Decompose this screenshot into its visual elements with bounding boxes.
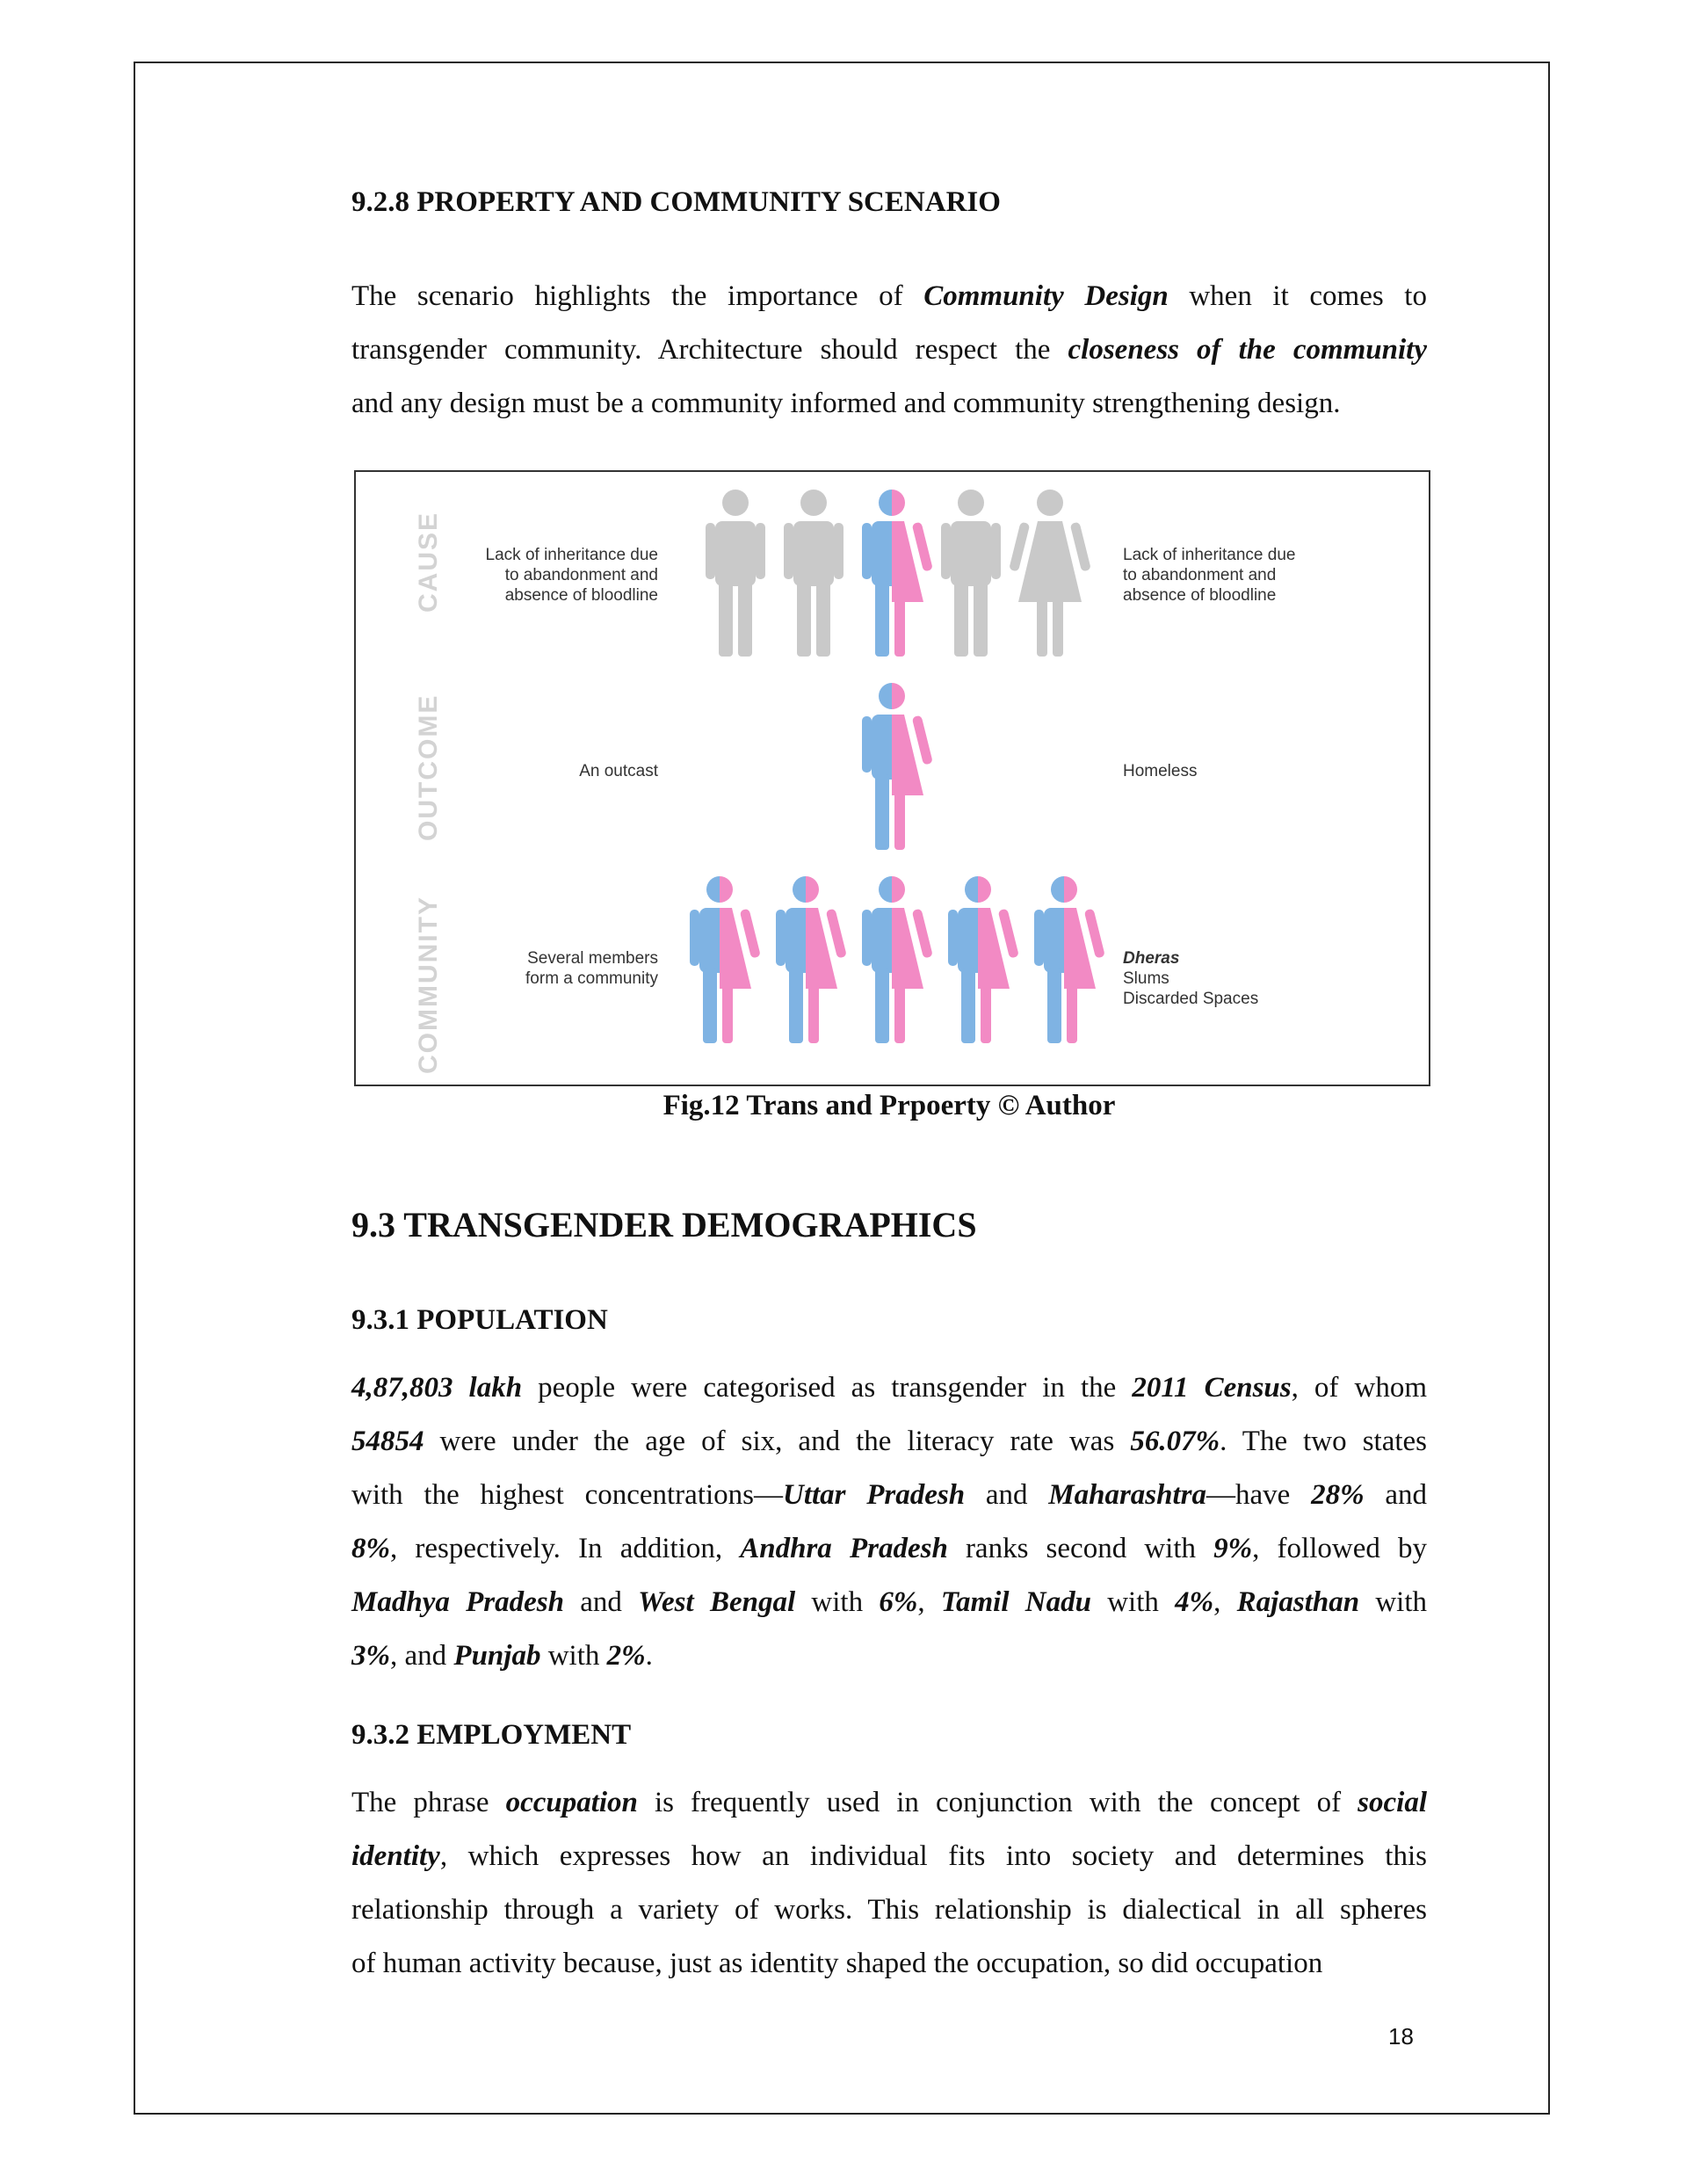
outcome-left-label: An outcast	[579, 762, 658, 780]
emphasis-text: 28%	[1311, 1479, 1365, 1511]
cause-left-line-3: absence of bloodline	[504, 586, 658, 605]
paragraph-line: 8%, respectively. In addition, Andhra Pradesh ranks second with 9%, followed by	[351, 1533, 1427, 1564]
emphasis-text: 9%	[1213, 1533, 1253, 1564]
emphasis-text: Rajasthan	[1236, 1586, 1360, 1618]
emphasis-text: 4,87,803 lakh	[351, 1372, 523, 1404]
emphasis-text: 2%	[606, 1640, 646, 1672]
paragraph-line: with the highest concentrations—Uttar Pradesh and Maharashtra—have 28% and	[351, 1479, 1427, 1511]
community-right-line-3: Discarded Spaces	[1123, 990, 1259, 1008]
paragraph-property	[351, 270, 1427, 431]
section-heading-population: 9.3.1 POPULATION	[351, 1304, 608, 1336]
emphasis-text: 4%	[1175, 1586, 1214, 1618]
emphasis-text: Andhra Pradesh	[740, 1533, 948, 1564]
section-heading-employment: 9.3.2 EMPLOYMENT	[351, 1719, 632, 1751]
paragraph-line: Madhya Pradesh and West Bengal with 6%, Tamil Nadu with 4%, Rajasthan with	[351, 1586, 1428, 1618]
paragraph-population	[351, 1361, 1427, 1683]
trans-figure	[851, 490, 933, 657]
trans-figure-community	[764, 876, 847, 1043]
trans-figure-community	[937, 876, 1019, 1043]
trans-figure-community	[851, 876, 933, 1043]
emphasis-text: 54854	[351, 1426, 424, 1457]
emphasis-text: Madhya Pradesh	[351, 1586, 564, 1618]
paragraph-line: The scenario highlights the importance of Community Design when it comes to	[351, 280, 1427, 312]
trans-figure-community	[1023, 876, 1105, 1043]
emphasis-text: 56.07%	[1130, 1426, 1220, 1457]
section-heading-property: 9.2.8 PROPERTY AND COMMUNITY SCENARIO	[351, 186, 1001, 218]
community-right-line-2: Slums	[1123, 969, 1169, 988]
emphasis-text: identity	[351, 1840, 440, 1872]
row-label-cause: CAUSE	[414, 511, 443, 613]
cause-right-line-3: absence of bloodline	[1123, 586, 1277, 605]
grey-male-figure	[941, 490, 1001, 657]
community-left-line-2: form a community	[525, 969, 658, 988]
grey-male-figure	[706, 490, 765, 657]
trans-figure-community	[678, 876, 761, 1043]
figure-diagram	[356, 472, 1429, 1085]
emphasis-text: 6%	[879, 1586, 918, 1618]
paragraph-line: The phrase occupation is frequently used in conjunction with the concept of social	[351, 1787, 1427, 1818]
paragraph-line: of human activity because, just as identity shaped the occupation, so did occupation	[351, 1948, 1323, 1979]
emphasis-text: Punjab	[453, 1640, 541, 1672]
emphasis-text: social	[1358, 1787, 1427, 1818]
trans-figure-outcome	[851, 683, 933, 850]
emphasis-text: Community Design	[923, 280, 1169, 312]
row-label-outcome: OUTCOME	[414, 693, 443, 841]
grey-female-figure	[1009, 490, 1091, 657]
emphasis-text: 3%	[351, 1640, 390, 1672]
figure-trans-property	[354, 470, 1430, 1086]
paragraph-line: 4,87,803 lakh people were categorised as transgender in the 2011 Census, of whom	[351, 1372, 1427, 1404]
emphasis-text: Maharashtra	[1048, 1479, 1207, 1511]
emphasis-text: closeness of the community	[1068, 334, 1427, 366]
community-right-dheras: Dheras	[1123, 949, 1180, 968]
outcome-right-label: Homeless	[1123, 762, 1198, 780]
row-label-community: COMMUNITY	[414, 896, 443, 1074]
paragraph-line: 3%, and Punjab with 2%.	[351, 1640, 653, 1672]
emphasis-text: 2011 Census	[1132, 1372, 1292, 1404]
paragraph-line: identity, which expresses how an individual fits into society and determines this	[351, 1840, 1427, 1872]
emphasis-text: West Bengal	[638, 1586, 796, 1618]
emphasis-text: Uttar Pradesh	[783, 1479, 966, 1511]
page-number: 18	[1388, 2023, 1414, 2050]
paragraph-line: and any design must be a community informed and community strengthening design.	[351, 388, 1341, 419]
cause-left-line-1: Lack of inheritance due	[485, 546, 658, 564]
cause-left-line-2: to abandonment and	[504, 566, 658, 584]
section-heading-demographics: 9.3 TRANSGENDER DEMOGRAPHICS	[351, 1205, 977, 1244]
paragraph-line: transgender community. Architecture should respect the closeness of the community	[351, 334, 1427, 366]
paragraph-employment	[351, 1776, 1427, 1991]
emphasis-text: Tamil Nadu	[940, 1586, 1091, 1618]
emphasis-text: 8%	[351, 1533, 390, 1564]
cause-right-line-1: Lack of inheritance due	[1123, 546, 1296, 564]
paragraph-line: relationship through a variety of works. This relationship is dialectical in all spheres	[351, 1894, 1427, 1926]
figure-caption: Fig.12 Trans and Prpoerty © Author	[662, 1090, 1116, 1121]
cause-right-line-2: to abandonment and	[1123, 566, 1277, 584]
community-left-line-1: Several members	[527, 949, 658, 968]
paragraph-line: 54854 were under the age of six, and the literacy rate was 56.07%. The two states	[351, 1426, 1428, 1457]
emphasis-text: occupation	[505, 1787, 638, 1818]
grey-male-figure	[784, 490, 844, 657]
